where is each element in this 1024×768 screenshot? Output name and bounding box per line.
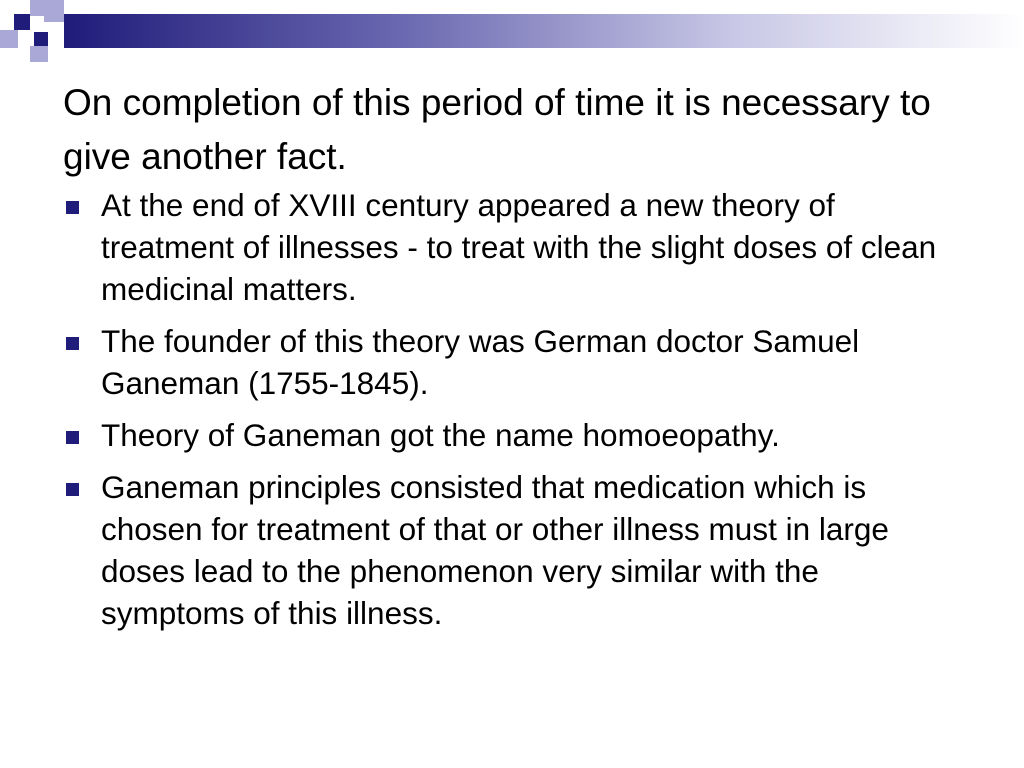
bullet-item (63, 320, 963, 404)
slide-title: On completion of this period of time it is necessary to give another fact. (63, 82, 931, 177)
bullet-item (63, 184, 963, 310)
square-bullet-icon (66, 483, 79, 496)
square-bullet-icon (66, 337, 79, 350)
bullet-text: Ganeman principles consisted that medication which is chosen for treatment of that or other illness must in large doses lead to the phenomenon very similar with the symptoms of this illness. (101, 469, 889, 631)
bullet-text: The founder of this theory was German doctor Samuel Ganeman (1755-1845). (101, 323, 860, 401)
bullet-text: At the end of XVIII century appeared a new theory of treatment of illnesses - to treat with the slight doses of clean medicinal matters. (101, 187, 937, 307)
bullet-text: Theory of Ganeman got the name homoeopathy. (101, 417, 780, 453)
square-bullet-icon (66, 431, 79, 444)
bullet-list (63, 184, 963, 644)
corner-square-decoration (0, 30, 18, 48)
square-bullet-icon (66, 201, 79, 214)
bullet-item (63, 414, 963, 456)
header-gradient-band (40, 14, 1024, 48)
bullet-item (63, 466, 963, 634)
corner-square-decoration (30, 46, 48, 62)
corner-square-decoration (14, 14, 30, 30)
